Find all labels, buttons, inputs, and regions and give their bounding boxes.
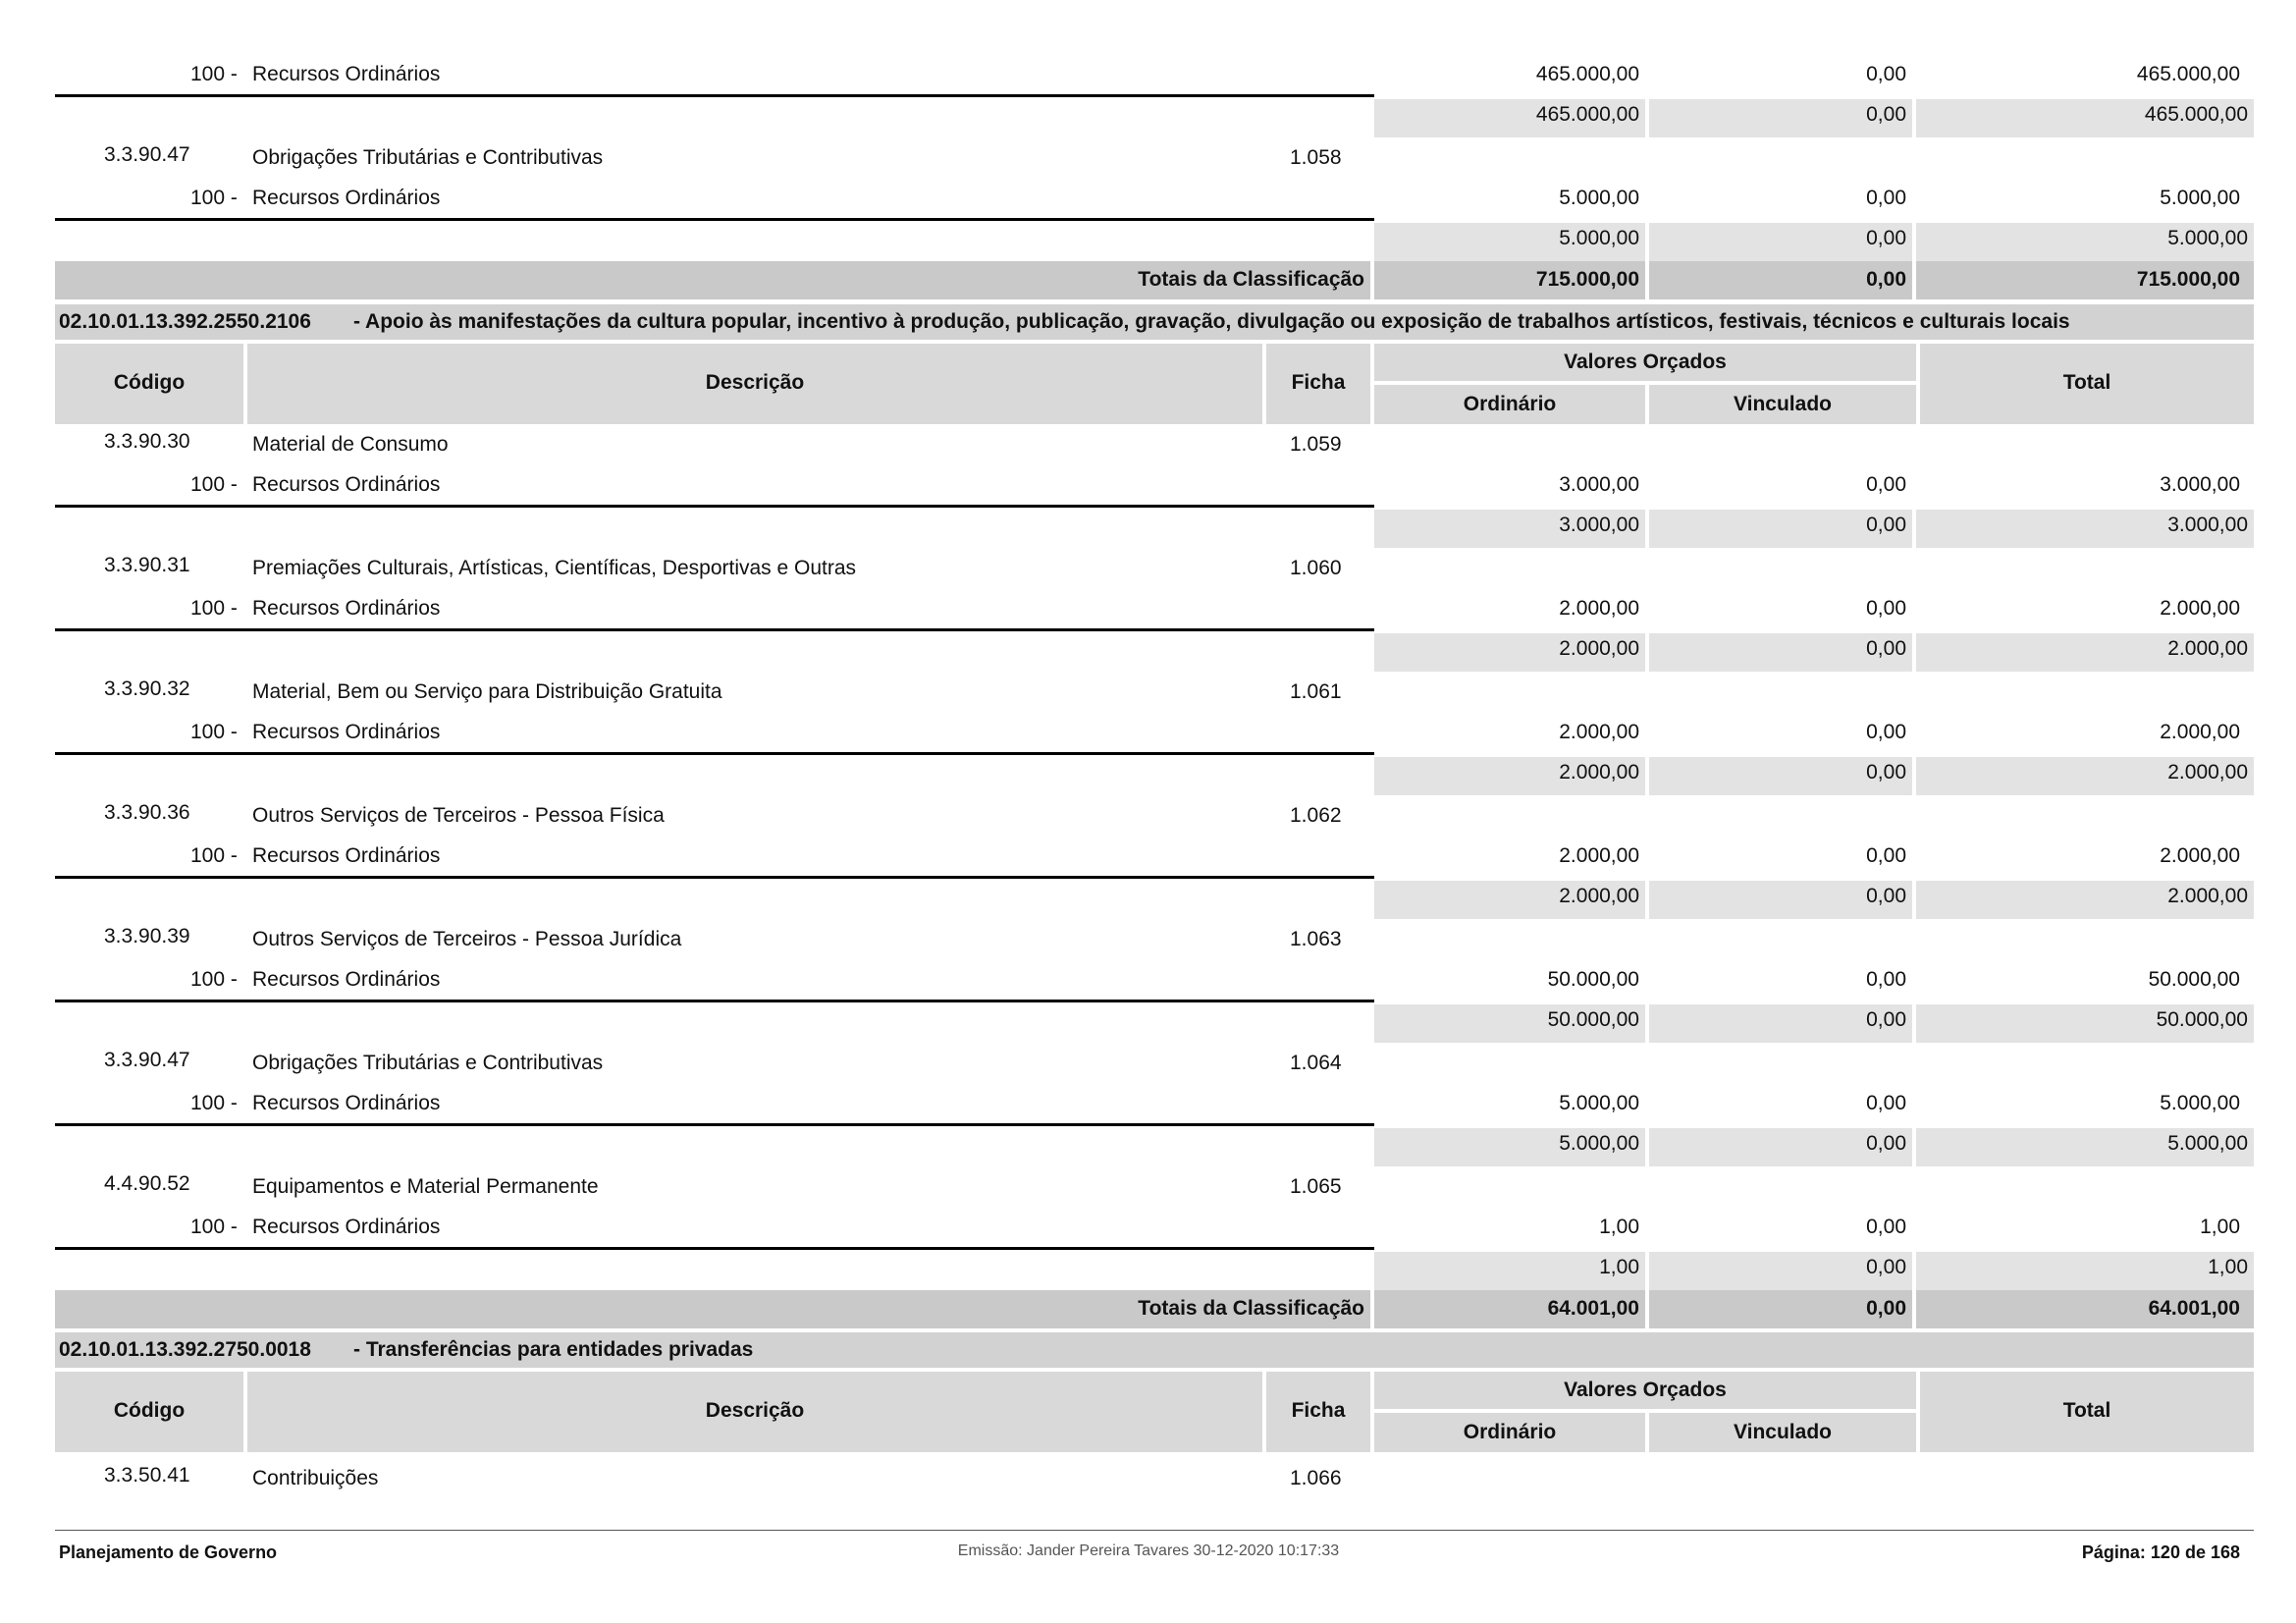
value-ordinario: 465.000,00 — [1535, 63, 1639, 85]
fonte-description: Recursos Ordinários — [252, 844, 441, 867]
value-vinculado: 0,00 — [1866, 187, 1906, 209]
column-header-codigo: Código — [55, 344, 243, 424]
subtotal-ordinario: 2.000,00 — [1374, 757, 1645, 795]
subtotal-vinculado: 0,00 — [1649, 510, 1912, 548]
item-description: Material, Bem ou Serviço para Distribuição Gratuita — [252, 680, 722, 703]
totals-total: 715.000,00 — [2136, 268, 2240, 291]
item-ficha: 1.066 — [1290, 1467, 1342, 1489]
column-header-ordinario: Ordinário — [1374, 1413, 1645, 1452]
divider — [55, 1000, 1374, 1002]
fonte-code: 100 - — [190, 597, 238, 620]
value-vinculado: 0,00 — [1866, 63, 1906, 85]
section-code: 02.10.01.13.392.2550.2106 — [59, 310, 311, 333]
column-header-ficha: Ficha — [1266, 1372, 1370, 1452]
fonte-description: Recursos Ordinários — [252, 721, 441, 743]
value-total: 5.000,00 — [2160, 1092, 2240, 1114]
item-ficha: 1.062 — [1290, 804, 1342, 827]
divider — [55, 1123, 1374, 1126]
fonte-description: Recursos Ordinários — [252, 473, 441, 496]
section-code: 02.10.01.13.392.2750.0018 — [59, 1338, 311, 1361]
item-description: Material de Consumo — [252, 433, 449, 456]
value-vinculado: 0,00 — [1866, 473, 1906, 496]
fonte-code: 100 - — [190, 1092, 238, 1114]
item-ficha: 1.065 — [1290, 1175, 1342, 1198]
divider — [55, 505, 1374, 508]
subtotal-total: 5.000,00 — [1916, 223, 2254, 261]
column-header-total: Total — [1920, 1372, 2254, 1452]
fonte-description: Recursos Ordinários — [252, 597, 441, 620]
value-ordinario: 5.000,00 — [1559, 187, 1639, 209]
subtotal-vinculado: 0,00 — [1649, 1004, 1912, 1043]
fonte-description: Recursos Ordinários — [252, 63, 441, 85]
totals-label: Totais da Classificação — [1138, 268, 1364, 291]
column-header-vinculado: Vinculado — [1649, 1413, 1916, 1452]
subtotal-ordinario: 5.000,00 — [1374, 1128, 1645, 1166]
item-code: 3.3.90.47 — [104, 1049, 190, 1071]
subtotal-ordinario: 2.000,00 — [1374, 881, 1645, 919]
value-total: 1,00 — [2200, 1216, 2240, 1238]
divider — [55, 1247, 1374, 1250]
subtotal-ordinario: 2.000,00 — [1374, 633, 1645, 672]
totals-vinculado: 0,00 — [1866, 1297, 1906, 1320]
column-header-ordinario: Ordinário — [1374, 385, 1645, 424]
value-ordinario: 50.000,00 — [1547, 968, 1639, 991]
item-code: 4.4.90.52 — [104, 1172, 190, 1195]
fonte-code: 100 - — [190, 1216, 238, 1238]
value-ordinario: 2.000,00 — [1559, 721, 1639, 743]
item-code: 3.3.50.41 — [104, 1464, 190, 1487]
subtotal-total: 3.000,00 — [1916, 510, 2254, 548]
item-ficha: 1.064 — [1290, 1052, 1342, 1074]
column-header-vinculado: Vinculado — [1649, 385, 1916, 424]
column-header-total: Total — [1920, 344, 2254, 424]
column-header-valores: Valores Orçados — [1374, 344, 1916, 381]
footer-left: Planejamento de Governo — [59, 1542, 278, 1562]
section-title: - Apoio às manifestações da cultura popular, incentivo à produção, publicação, gravação, divulgação ou exposição de trabalhos artísticos, festivais, técnicos e culturais locais — [353, 310, 2070, 333]
fonte-code: 100 - — [190, 187, 238, 209]
subtotal-total: 50.000,00 — [1916, 1004, 2254, 1043]
divider — [55, 94, 1374, 97]
item-code: 3.3.90.39 — [104, 925, 190, 947]
subtotal-vinculado: 0,00 — [1649, 633, 1912, 672]
item-description: Contribuições — [252, 1467, 379, 1489]
item-code: 3.3.90.36 — [104, 801, 190, 824]
subtotal-vinculado: 0,00 — [1649, 1252, 1912, 1290]
subtotal-ordinario: 50.000,00 — [1374, 1004, 1645, 1043]
fonte-code: 100 - — [190, 63, 238, 85]
subtotal-ordinario: 465.000,00 — [1374, 99, 1645, 137]
subtotal-ordinario: 3.000,00 — [1374, 510, 1645, 548]
subtotal-vinculado: 0,00 — [1649, 223, 1912, 261]
value-total: 2.000,00 — [2160, 597, 2240, 620]
fonte-description: Recursos Ordinários — [252, 187, 441, 209]
item-description: Outros Serviços de Terceiros - Pessoa Jurídica — [252, 928, 682, 950]
item-code: 3.3.90.30 — [104, 430, 190, 453]
subtotal-vinculado: 0,00 — [1649, 757, 1912, 795]
subtotal-vinculado: 0,00 — [1649, 1128, 1912, 1166]
fonte-description: Recursos Ordinários — [252, 1092, 441, 1114]
totals-ordinario: 715.000,00 — [1535, 268, 1639, 291]
subtotal-total: 5.000,00 — [1916, 1128, 2254, 1166]
column-header-ficha: Ficha — [1266, 344, 1370, 424]
item-description: Premiações Culturais, Artísticas, Científicas, Desportivas e Outras — [252, 557, 857, 579]
item-code: 3.3.90.47 — [104, 143, 190, 166]
value-ordinario: 2.000,00 — [1559, 844, 1639, 867]
fonte-code: 100 - — [190, 721, 238, 743]
item-code: 3.3.90.31 — [104, 554, 190, 576]
item-description: Obrigações Tributárias e Contributivas — [252, 146, 604, 169]
value-total: 2.000,00 — [2160, 844, 2240, 867]
item-ficha: 1.063 — [1290, 928, 1342, 950]
column-header-descricao: Descrição — [247, 1372, 1262, 1452]
value-vinculado: 0,00 — [1866, 1092, 1906, 1114]
value-total: 465.000,00 — [2136, 63, 2240, 85]
value-vinculado: 0,00 — [1866, 721, 1906, 743]
column-header-descricao: Descrição — [247, 344, 1262, 424]
divider — [55, 218, 1374, 221]
column-header-valores: Valores Orçados — [1374, 1372, 1916, 1409]
totals-total: 64.001,00 — [2148, 1297, 2240, 1320]
subtotal-total: 1,00 — [1916, 1252, 2254, 1290]
item-description: Outros Serviços de Terceiros - Pessoa Física — [252, 804, 665, 827]
subtotal-total: 2.000,00 — [1916, 633, 2254, 672]
subtotal-total: 465.000,00 — [1916, 99, 2254, 137]
value-ordinario: 5.000,00 — [1559, 1092, 1639, 1114]
section-title: - Transferências para entidades privadas — [353, 1338, 754, 1361]
value-vinculado: 0,00 — [1866, 844, 1906, 867]
subtotal-vinculado: 0,00 — [1649, 881, 1912, 919]
divider — [55, 628, 1374, 631]
value-total: 50.000,00 — [2148, 968, 2240, 991]
subtotal-total: 2.000,00 — [1916, 757, 2254, 795]
divider — [55, 752, 1374, 755]
item-ficha: 1.058 — [1290, 146, 1342, 169]
item-ficha: 1.060 — [1290, 557, 1342, 579]
value-ordinario: 3.000,00 — [1559, 473, 1639, 496]
item-description: Obrigações Tributárias e Contributivas — [252, 1052, 604, 1074]
value-vinculado: 0,00 — [1866, 597, 1906, 620]
totals-label: Totais da Classificação — [1138, 1297, 1364, 1320]
item-description: Equipamentos e Material Permanente — [252, 1175, 599, 1198]
item-ficha: 1.061 — [1290, 680, 1342, 703]
value-vinculado: 0,00 — [1866, 968, 1906, 991]
footer-divider — [55, 1530, 2254, 1531]
value-vinculado: 0,00 — [1866, 1216, 1906, 1238]
totals-vinculado: 0,00 — [1866, 268, 1906, 291]
value-ordinario: 1,00 — [1599, 1216, 1639, 1238]
footer-page-number: Página: 120 de 168 — [2081, 1542, 2240, 1562]
value-ordinario: 2.000,00 — [1559, 597, 1639, 620]
fonte-code: 100 - — [190, 844, 238, 867]
fonte-code: 100 - — [190, 473, 238, 496]
value-total: 3.000,00 — [2160, 473, 2240, 496]
subtotal-ordinario: 5.000,00 — [1374, 223, 1645, 261]
footer-emission: Emissão: Jander Pereira Tavares 30-12-2020 10:17:33 — [957, 1542, 1340, 1559]
item-ficha: 1.059 — [1290, 433, 1342, 456]
totals-ordinario: 64.001,00 — [1547, 1297, 1639, 1320]
value-total: 2.000,00 — [2160, 721, 2240, 743]
column-header-codigo: Código — [55, 1372, 243, 1452]
fonte-description: Recursos Ordinários — [252, 968, 441, 991]
subtotal-ordinario: 1,00 — [1374, 1252, 1645, 1290]
fonte-code: 100 - — [190, 968, 238, 991]
value-total: 5.000,00 — [2160, 187, 2240, 209]
subtotal-vinculado: 0,00 — [1649, 99, 1912, 137]
divider — [55, 876, 1374, 879]
subtotal-total: 2.000,00 — [1916, 881, 2254, 919]
item-code: 3.3.90.32 — [104, 677, 190, 700]
fonte-description: Recursos Ordinários — [252, 1216, 441, 1238]
